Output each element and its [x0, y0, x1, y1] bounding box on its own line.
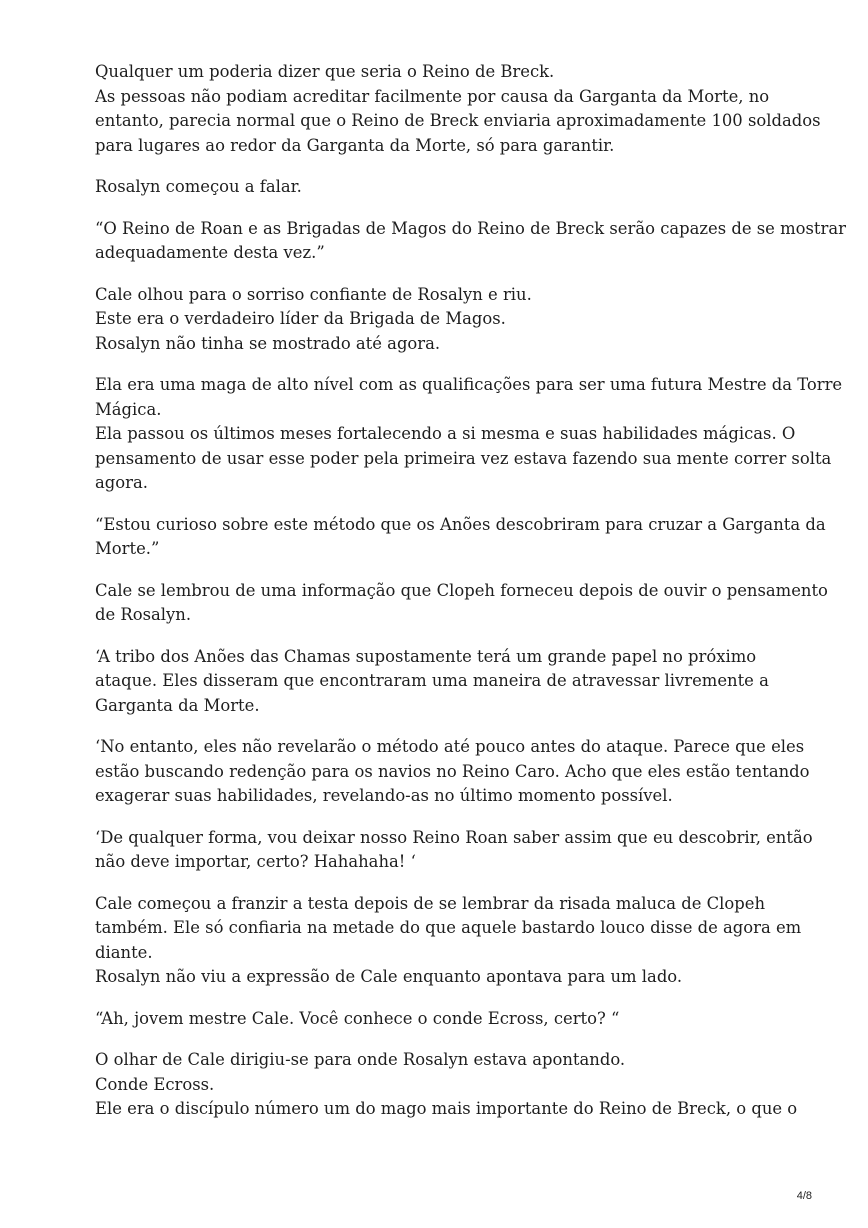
paragraph: [95, 579, 828, 628]
text-line: Ele era o discípulo número um do mago mais importante do Reino de Breck, o que o: [95, 1099, 798, 1118]
text-line: Cale se lembrou de uma informação que Clopeh forneceu depois de ouvir o pensamento: [95, 580, 828, 600]
text-line: ‘A tribo dos Anões das Chamas supostamente terá um grande papel no próximo: [95, 646, 757, 666]
text-line: Cale olhou para o sorriso confiante de Rosalyn e riu.: [95, 284, 532, 304]
paragraph: [95, 1048, 798, 1122]
text-line: Rosalyn não viu a expressão de Cale enquanto apontava para um lado.: [95, 967, 683, 986]
text-line: diante.: [95, 942, 153, 962]
text-line: entanto, parecia normal que o Reino de Breck enviaria aproximadamente 100 soldados: [95, 111, 821, 130]
text-line: O olhar de Cale dirigiu-se para onde Rosalyn estava apontando.: [95, 1050, 626, 1069]
paragraph: [95, 283, 795, 357]
text-line: Ela passou os últimos meses fortalecendo a si mesma e suas habilidades mágicas. O: [95, 424, 796, 443]
text-line: As pessoas não podiam acreditar facilmente por causa da Garganta da Morte, no: [95, 86, 770, 106]
paragraph: [95, 826, 813, 875]
text-line: ataque. Eles disseram que encontraram uma maneira de atravessar livremente a: [95, 671, 769, 690]
text-line: para lugares ao redor da Garganta da Morte, só para garantir.: [95, 135, 615, 155]
text-line: Ela era uma maga de alto nível com as qualificações para ser uma futura Mestre da Torre: [95, 375, 843, 394]
text-line: Qualquer um poderia dizer que seria o Reino de Breck.: [95, 62, 555, 81]
text-line: não deve importar, certo? Hahahaha! ‘: [95, 852, 416, 871]
paragraph: [95, 892, 802, 990]
document-body: [95, 60, 846, 1139]
text-line: Rosalyn não tinha se mostrado até agora.: [95, 333, 441, 353]
text-line: Garganta da Morte.: [95, 695, 260, 715]
paragraph: [95, 513, 826, 562]
paragraph: [95, 217, 846, 266]
page-number: 4/8: [796, 1190, 812, 1202]
paragraph: [95, 1007, 795, 1032]
paragraph: [95, 175, 795, 200]
text-line: exagerar suas habilidades, revelando-as no último momento possível.: [95, 786, 673, 805]
text-line: Rosalyn começou a falar.: [95, 177, 302, 196]
text-line: de Rosalyn.: [95, 605, 192, 624]
text-line: estão buscando redenção para os navios no Reino Caro. Acho que eles estão tentando: [95, 761, 810, 781]
paragraph: [95, 735, 810, 809]
text-line: Conde Ecross.: [95, 1074, 215, 1094]
text-line: “Ah, jovem mestre Cale. Você conhece o conde Ecross, certo? “: [95, 1008, 620, 1028]
text-line: “O Reino de Roan e as Brigadas de Magos do Reino de Breck serão capazes de se mostrar: [95, 218, 846, 238]
text-line: ‘De qualquer forma, vou deixar nosso Reino Roan saber assim que eu descobrir, então: [95, 827, 813, 847]
paragraph: [95, 373, 843, 496]
text-line: “Estou curioso sobre este método que os Anões descobriram para cruzar a Garganta da: [95, 514, 826, 534]
paragraph: [95, 60, 821, 158]
text-line: Cale começou a franzir a testa depois de se lembrar da risada maluca de Clopeh: [95, 893, 766, 913]
text-line: pensamento de usar esse poder pela primeira vez estava fazendo sua mente correr solta: [95, 448, 832, 468]
text-line: Este era o verdadeiro líder da Brigada de Magos.: [95, 309, 506, 328]
text-line: Morte.”: [95, 539, 160, 558]
text-line: também. Ele só confiaria na metade do que aquele bastardo louco disse de agora em: [95, 918, 802, 937]
text-line: Mágica.: [95, 399, 162, 419]
text-line: agora.: [95, 473, 148, 492]
paragraph: [95, 645, 795, 719]
text-line: ‘No entanto, eles não revelarão o método até pouco antes do ataque. Parece que eles: [95, 737, 805, 756]
text-line: adequadamente desta vez.”: [95, 243, 325, 262]
